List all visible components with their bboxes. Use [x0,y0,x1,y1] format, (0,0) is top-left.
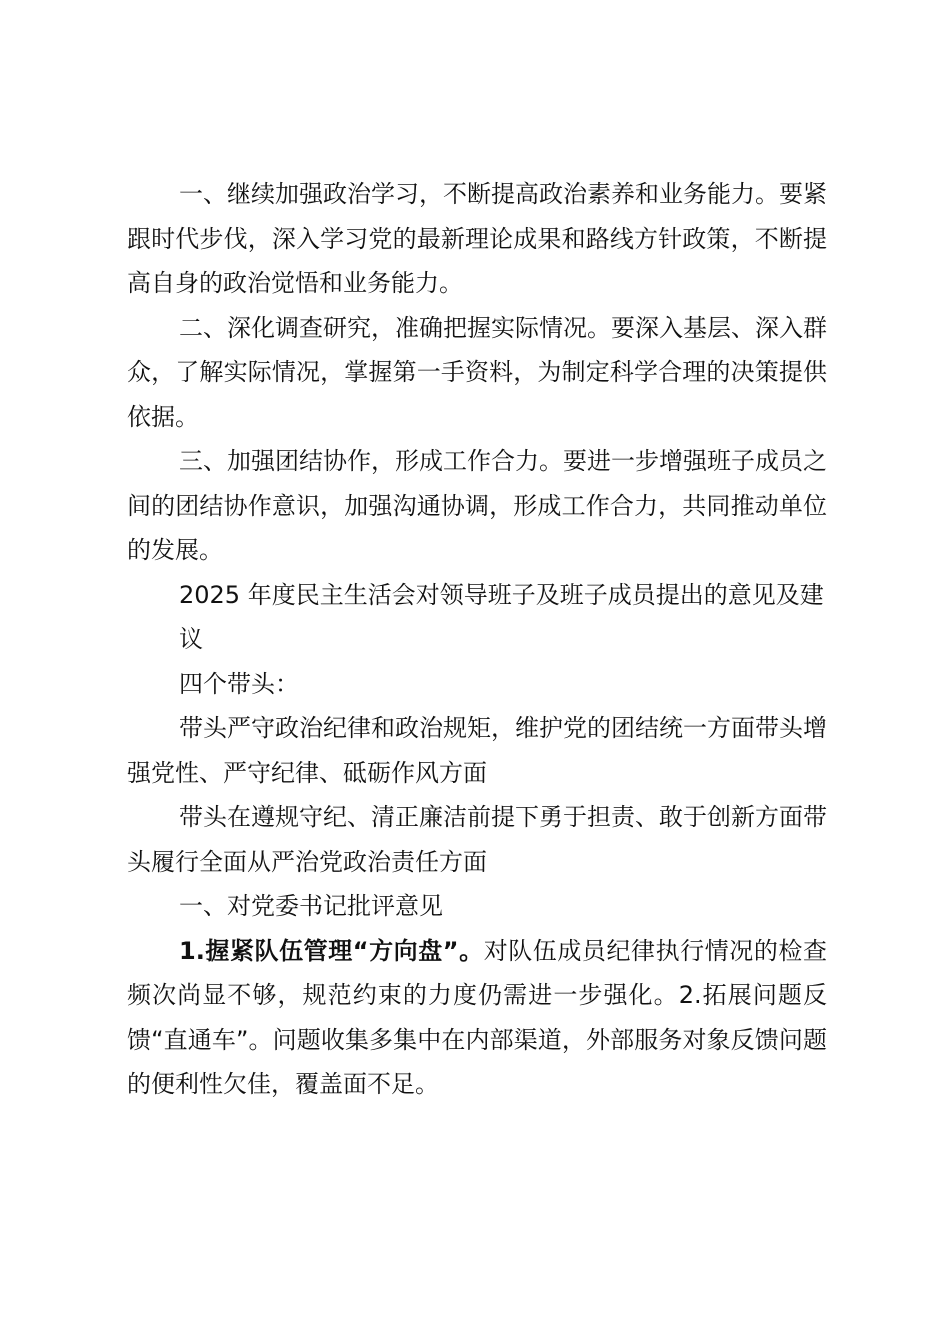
paragraph-8: 带头在遵规守纪、清正廉洁前提下勇于担责、敢于创新方面带头履行全面从严治党政治责任方面 [127,803,827,876]
paragraph-3: 三、加强团结协作，形成工作合力。要进一步增强班子成员之间的团结协作意识，加强沟通协调，形成工作合力，共同推动单位的发展。 [127,447,827,564]
paragraph-5: 议 [179,625,203,653]
bold-lead-text: 1.握紧队伍管理“方向盘”。 [179,936,484,965]
paragraph-1: 一、继续加强政治学习，不断提高政治素养和业务能力。要紧跟时代步伐，深入学习党的最新理论成果和路线方针政策，不断提高自身的政治觉悟和业务能力。 [127,180,827,297]
paragraph-7: 带头严守政治纪律和政治规矩，维护党的团结统一方面带头增强党性、严守纪律、砥砺作风方面 [127,714,827,787]
paragraph-4: 2025 年度民主生活会对领导班子及班子成员提出的意见及建 [179,580,824,609]
paragraph-10-text: 对队伍成员纪律执行情况的检查频次尚显不够，规范约束的力度仍需进一步强化。2.拓展问题反馈“直通车”。问题收集多集中在内部渠道，外部服务对象反馈问题的便利性欠佳，覆盖面不足。 [127,936,827,1098]
paragraph-2: 二、深化调查研究，准确把握实际情况。要深入基层、深入群众，了解实际情况，掌握第一手资料，为制定科学合理的决策提供依据。 [127,313,827,431]
document-body [127,172,827,1107]
paragraph-10 [127,929,827,1107]
paragraph-9: 一、对党委书记批评意见 [179,892,443,920]
paragraph-6: 四个带头： [179,669,299,698]
